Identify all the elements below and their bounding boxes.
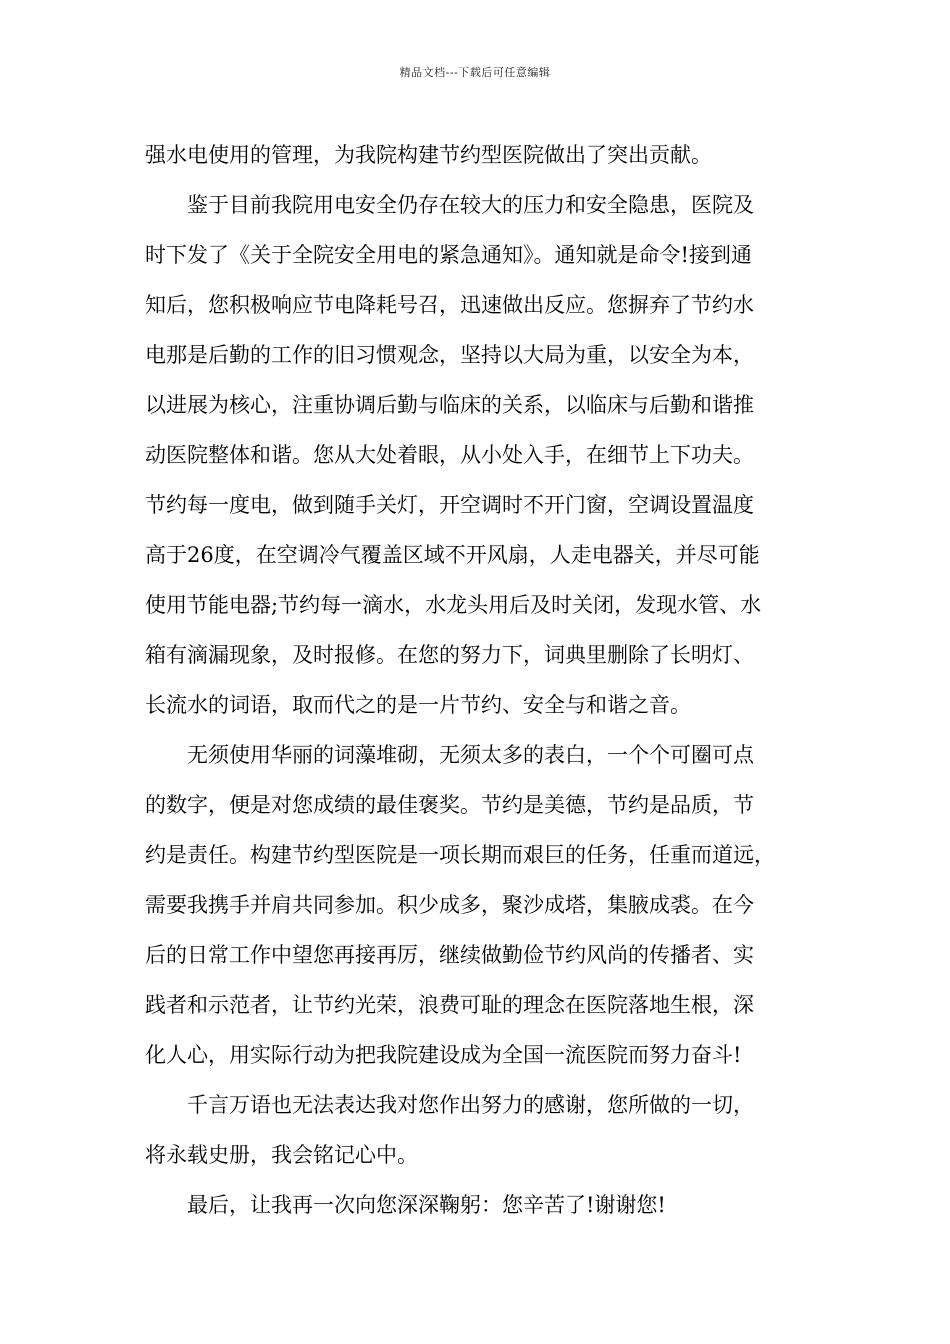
text-line: 践者和示范者，让节约光荣，浪费可耻的理念在医院落地生根，深 bbox=[145, 993, 754, 1017]
text-line: 千言万语也无法表达我对您作出努力的感谢，您所做的一切， bbox=[145, 1093, 754, 1117]
text-line: 时下发了《关于全院安全用电的紧急通知》。通知就是命令!接到通 bbox=[145, 243, 752, 267]
text-line: 以进展为核心，注重协调后勤与临床的关系，以临床与后勤和谐推 bbox=[145, 393, 754, 417]
text-line: 将永载史册，我会铭记心中。 bbox=[145, 1143, 418, 1167]
text-line: 知后，您积极响应节电降耗号召，迅速做出反应。您摒弃了节约水 bbox=[145, 293, 754, 317]
document-body bbox=[145, 130, 825, 1230]
page-header: 精品文档---下载后可任意编辑 bbox=[399, 66, 551, 79]
text-line: 长流水的词语，取而代之的是一片节约、安全与和谐之音。 bbox=[145, 693, 691, 717]
text-line: 化人心，用实际行动为把我院建设成为全国一流医院而努力奋斗! bbox=[145, 1043, 742, 1067]
text-line: 高于26度，在空调冷气覆盖区域不开风扇，人走电器关，并尽可能 bbox=[145, 543, 760, 567]
text-line: 强水电使用的管理，为我院构建节约型医院做出了突出贡献。 bbox=[145, 143, 712, 167]
text-line: 使用节能电器;节约每一滴水，水龙头用后及时关闭，发现水管、水 bbox=[145, 593, 762, 617]
text-line: 箱有滴漏现象，及时报修。在您的努力下，词典里删除了长明灯、 bbox=[145, 643, 754, 667]
text-line: 节约每一度电，做到随手关灯，开空调时不开门窗，空调设置温度 bbox=[145, 493, 754, 517]
text-line: 无须使用华丽的词藻堆砌，无须太多的表白，一个个可圈可点 bbox=[145, 743, 754, 767]
text-line: 约是责任。构建节约型医院是一项长期而艰巨的任务，任重而道远， bbox=[145, 843, 775, 867]
text-line: 后的日常工作中望您再接再厉，继续做勤俭节约风尚的传播者、实 bbox=[145, 943, 754, 967]
text-line: 需要我携手并肩共同参加。积少成多，聚沙成塔，集腋成裘。在今 bbox=[145, 893, 754, 917]
text-line: 鉴于目前我院用电安全仍存在较大的压力和安全隐患，医院及 bbox=[145, 193, 754, 217]
text-line: 电那是后勤的工作的旧习惯观念，坚持以大局为重，以安全为本， bbox=[145, 343, 754, 367]
text-line: 的数字，便是对您成绩的最佳褒奖。节约是美德，节约是品质，节 bbox=[145, 793, 754, 817]
text-line: 动医院整体和谐。您从大处着眼，从小处入手，在细节上下功夫。 bbox=[145, 443, 754, 467]
text-line: 最后，让我再一次向您深深鞠躬：您辛苦了!谢谢您! bbox=[145, 1193, 666, 1217]
